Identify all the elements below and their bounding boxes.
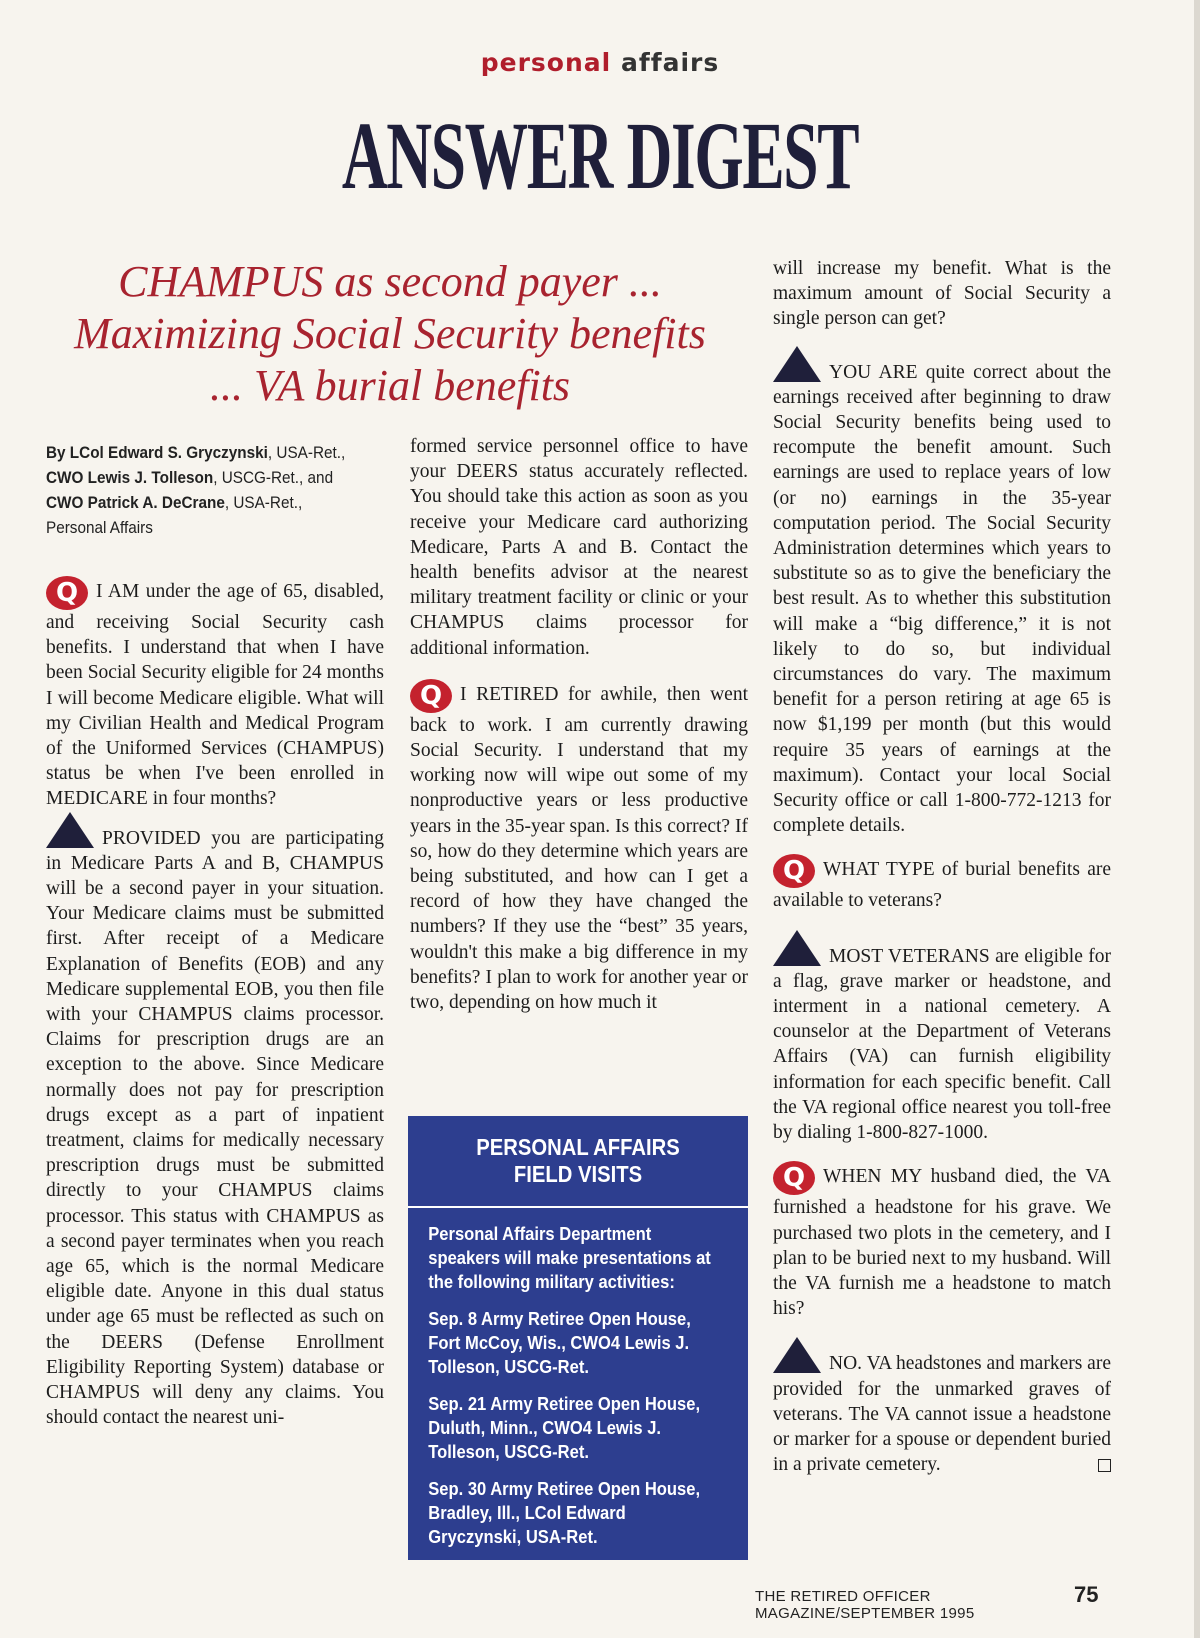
question-1 [46, 576, 384, 812]
box-title-line-1: PERSONAL AFFAIRS [476, 1134, 680, 1160]
section-kicker [0, 48, 1200, 77]
answer-3-text: MOST VETERANS are eligible for a flag, grave marker or headstone, and interment in a national cemetery. A counselor at the Department of Veterans Affairs (VA) can furnish eligibility information for each specific benefit. Call the VA regional office nearest you toll-free by dialing 1-800-827-1000. [773, 945, 1111, 1144]
question-1-text: I AM under the age of 65, disabled, and receiving Social Security cash benefits. I understand that when I have been Social Security eligible for 24 months I will become Medicare eligible. What will my Civilian Health and Medical Program of the Uniformed Services (CHAMPUS) status be when I've been enrolled in MEDICARE in four months? [46, 581, 384, 810]
column-2 [410, 434, 748, 1015]
author-2: CWO Lewis J. Tolleson [46, 468, 214, 487]
answer-icon [773, 346, 821, 382]
answer-1-continued: formed service personnel office to have your DEERS status accurately reflected. You should take this action as soon as you receive your Medicare card authorizing Medicare, Parts A and B. Contact the health benefits advisor at the nearest military treatment facility or clinic or your CHAMPUS claims processor for additional information. [410, 436, 748, 659]
author-2-suffix: , USCG-Ret., and [213, 468, 334, 487]
question-4 [773, 1161, 1111, 1321]
byline-department: Personal Affairs [46, 518, 153, 537]
author-1: By LCol Edward S. Gryczynski [46, 443, 268, 462]
answer-2 [773, 346, 1111, 839]
answer-icon [46, 812, 94, 848]
page-number: 75 [1074, 1582, 1099, 1607]
article-subtitle [40, 256, 740, 412]
author-1-suffix: , USA-Ret., [267, 443, 346, 462]
question-2-text: I RETIRED for awhile, then went back to work. I am currently drawing Social Security. I understand that my working now will wipe out some of my nonproductive years or less productive years in the 35-year span. Is this correct? If so, how do they determine which years are being substituted, and how can I get a record of how they have changed the numbers? If they use the “best” 35 years, wouldn't this make a big difference in my benefits? I plan to work for another year or two, depending on how much it [410, 683, 748, 1014]
kicker-personal: personal [480, 48, 612, 77]
question-icon: Q [773, 854, 815, 888]
field-visits-box [408, 1116, 748, 1560]
page-edge [1194, 0, 1200, 1638]
box-divider [408, 1206, 748, 1208]
answer-icon [773, 930, 821, 966]
subtitle-line-3: ... VA burial benefits [209, 361, 571, 410]
box-title [428, 1134, 727, 1188]
question-icon: Q [410, 679, 452, 713]
question-4-text: WHEN MY husband died, the VA furnished a headstone for his grave. We purchased two plots in the cemetery, and I plan to be buried next to my husband. Will the VA furnish me a headstone to match his? [773, 1166, 1111, 1320]
question-3-text: WHAT TYPE of burial benefits are available to veterans? [773, 859, 1111, 912]
visit-item: Sep. 30 Army Retiree Open House, Bradley, Ill., LCol Edward Gryczynski, USA-Ret. [428, 1479, 701, 1547]
page-title: ANSWER DIGEST [341, 102, 859, 209]
question-2-continued: will increase my benefit. What is the maximum amount of Social Security a single person can get? [773, 258, 1111, 330]
visit-item: Sep. 21 Army Retiree Open House, Duluth, Minn., CWO4 Lewis J. Tolleson, USCG-Ret. [428, 1394, 701, 1462]
end-of-article-icon [1098, 1459, 1111, 1472]
answer-1 [46, 812, 384, 1431]
question-icon: Q [773, 1161, 815, 1195]
box-body [408, 1222, 743, 1549]
answer-4-text: NO. VA headstones and markers are provided for the unmarked graves of veterans. The VA cannot issue a headstone or marker for a spouse or dependent buried in a private cemetery. [773, 1353, 1111, 1476]
visit-item: Sep. 8 Army Retiree Open House, Fort McCoy, Wis., CWO4 Lewis J. Tolleson, USCG-Ret. [428, 1309, 691, 1377]
kicker-affairs: affairs [620, 48, 720, 77]
answer-4 [773, 1337, 1111, 1477]
author-3-suffix: , USA-Ret., [224, 493, 303, 512]
answer-1-text: PROVIDED you are participating in Medicare Parts A and B, CHAMPUS will be a second payer in your situation. Your Medicare claims must be submitted first. After receipt of a Medicare Explanation of Benefits (EOB) and any Medicare supplemental EOB, you then file with your CHAMPUS claims processor. Claims for prescription drugs are an exception to the above. Since Medicare normally does not pay for prescription drugs except as a part of inpatient treatment, claims for medically necessary prescription drugs must be submitted directly to your CHAMPUS claims processor. This status with CHAMPUS as a second payer terminates when you reach age 65, which is the normal Medicare eligible date. Anyone in this dual status under age 65 must be reflected as such on the DEERS (Defense Enrollment Eligibility Reporting System) database or CHAMPUS will deny any claims. You should contact the nearest uni- [46, 827, 384, 1429]
box-title-line-2: FIELD VISITS [513, 1161, 643, 1187]
byline [46, 440, 379, 540]
footer-publication: THE RETIRED OFFICER MAGAZINE/SEPTEMBER 1995 [755, 1588, 975, 1622]
author-3: CWO Patrick A. DeCrane [46, 493, 225, 512]
answer-3 [773, 930, 1111, 1146]
question-icon: Q [46, 576, 88, 610]
question-2 [410, 679, 748, 1015]
subtitle-line-2: Maximizing Social Security benefits [74, 309, 706, 358]
column-1 [46, 440, 384, 1431]
box-intro: Personal Affairs Department speakers will make presentations at the following military activities: [428, 1224, 711, 1292]
column-3 [773, 256, 1111, 1477]
question-3 [773, 854, 1111, 913]
subtitle-line-1: CHAMPUS as second payer ... [118, 257, 662, 306]
answer-icon [773, 1337, 821, 1373]
answer-2-text: YOU ARE quite correct about the earnings received after beginning to draw Social Security benefits being used to recompute the benefit amount. Such earnings are used to replace years of low (or no) earnings in the 35-year computation period. The Social Security Administration determines which years to substitute so as to give the beneficiary the best result. As to whether this substitution will make a “big difference,” it is not likely to do so, but individual circumstances do vary. The maximum benefit for a person retiring at age 65 is now $1,199 per month (but this would require 35 years of earnings at the maximum). Contact your local Social Security office or call 1-800-772-1213 for complete details. [773, 361, 1111, 837]
